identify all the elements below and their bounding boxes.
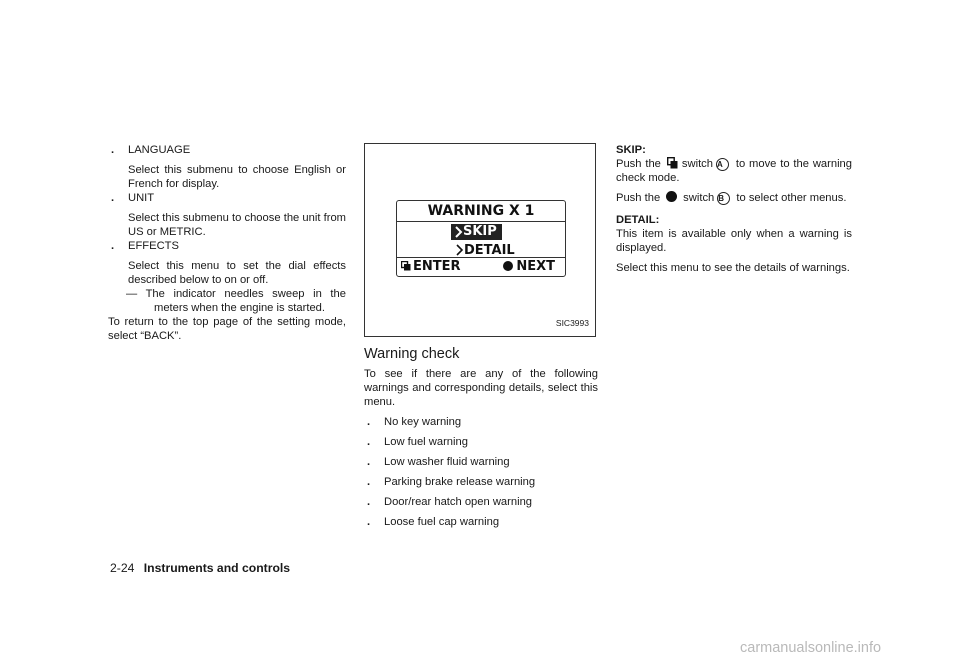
section-heading: Warning check (364, 346, 460, 362)
skip-label: SKIP: (616, 144, 646, 156)
left-column (108, 143, 346, 343)
list-item-label: Low fuel warning (384, 436, 468, 448)
effects-dash-note: — The indicator needles sweep in the meters when the engine is started. (126, 288, 346, 314)
skip-paragraph (616, 157, 852, 185)
next-switch-icon (666, 191, 677, 202)
next-switch-text: switch (683, 192, 715, 204)
lcd-footer (397, 257, 565, 276)
bullet-mark: . (111, 144, 115, 156)
bullet-title: LANGUAGE (128, 144, 191, 156)
lcd-next (503, 258, 555, 276)
bullet-mark: . (367, 476, 371, 488)
unit-description: Select this submenu to choose the unit from US or METRIC. (128, 212, 346, 238)
bullet-mark: . (111, 240, 115, 252)
skip-push-text: Push the (616, 158, 661, 170)
display-figure (364, 143, 596, 337)
bullet-unit (108, 191, 346, 205)
bullet-mark: . (111, 192, 115, 204)
list-item-label: Loose fuel cap warning (384, 516, 500, 528)
enter-switch-icon (667, 157, 678, 169)
lcd-enter (401, 258, 461, 276)
chevron-right-icon (454, 242, 464, 258)
list-item (364, 475, 598, 489)
effects-description: Select this menu to set the dial effects described below to on or off. (128, 260, 346, 286)
list-item-label: Door/rear hatch open warning (384, 496, 533, 508)
lcd-skip-highlight (451, 224, 502, 240)
list-item (364, 515, 598, 529)
lcd-header: WARNING X 1 (397, 201, 565, 222)
bullet-language (108, 143, 346, 157)
chevron-right-icon (453, 224, 463, 240)
list-item (364, 495, 598, 509)
language-description: Select this submenu to choose English or French for display. (128, 164, 346, 190)
list-item-label: No key warning (384, 416, 462, 428)
lcd-detail-label: DETAIL (464, 243, 515, 258)
lcd-next-label: NEXT (516, 259, 555, 274)
list-item-label: Parking brake release warning (384, 476, 536, 488)
lcd-skip-label: SKIP (463, 224, 497, 239)
back-paragraph: To return to the top page of the setting mode, select “BACK”. (108, 316, 346, 342)
callout-b-icon: B (717, 192, 730, 205)
bullet-mark: . (367, 456, 371, 468)
list-item-label: Low washer fluid warning (384, 456, 510, 468)
next-push-text: Push the (616, 192, 661, 204)
enter-switch-icon (401, 261, 411, 271)
bullet-title: UNIT (128, 192, 155, 204)
lcd-screen (396, 200, 566, 277)
bullet-mark: . (367, 436, 371, 448)
watermark: carmanualsonline.info (740, 640, 882, 656)
right-column (616, 143, 852, 275)
skip-switch-text: switch (681, 158, 713, 170)
skip-rest-text: to move to the warning check mode. (616, 158, 852, 184)
page-footer (110, 561, 290, 575)
section-title: Instruments and controls (143, 561, 291, 575)
next-rest-text: to select other menus. (736, 192, 847, 204)
bullet-mark: . (367, 516, 371, 528)
callout-a-icon: A (716, 158, 729, 171)
next-switch-icon (503, 261, 513, 271)
middle-column (364, 143, 598, 535)
bullet-mark: . (367, 496, 371, 508)
list-item (364, 415, 598, 429)
detail-label: DETAIL: (616, 214, 660, 226)
bullet-effects (108, 239, 346, 253)
next-paragraph (616, 191, 852, 205)
page-number: 2-24 (110, 561, 135, 575)
bullet-mark: . (367, 416, 371, 428)
figure-code: SIC3993 (555, 318, 589, 328)
detail-paragraph-2: Select this menu to see the details of warnings. (616, 262, 850, 274)
bullet-title: EFFECTS (128, 240, 179, 252)
detail-paragraph-1: This item is available only when a warning is displayed. (616, 228, 852, 254)
warning-list (364, 415, 598, 529)
lcd-enter-label: ENTER (413, 259, 461, 274)
list-item (364, 435, 598, 449)
list-item (364, 455, 598, 469)
warning-intro: To see if there are any of the following warnings and corresponding details, select this menu. (364, 368, 598, 408)
